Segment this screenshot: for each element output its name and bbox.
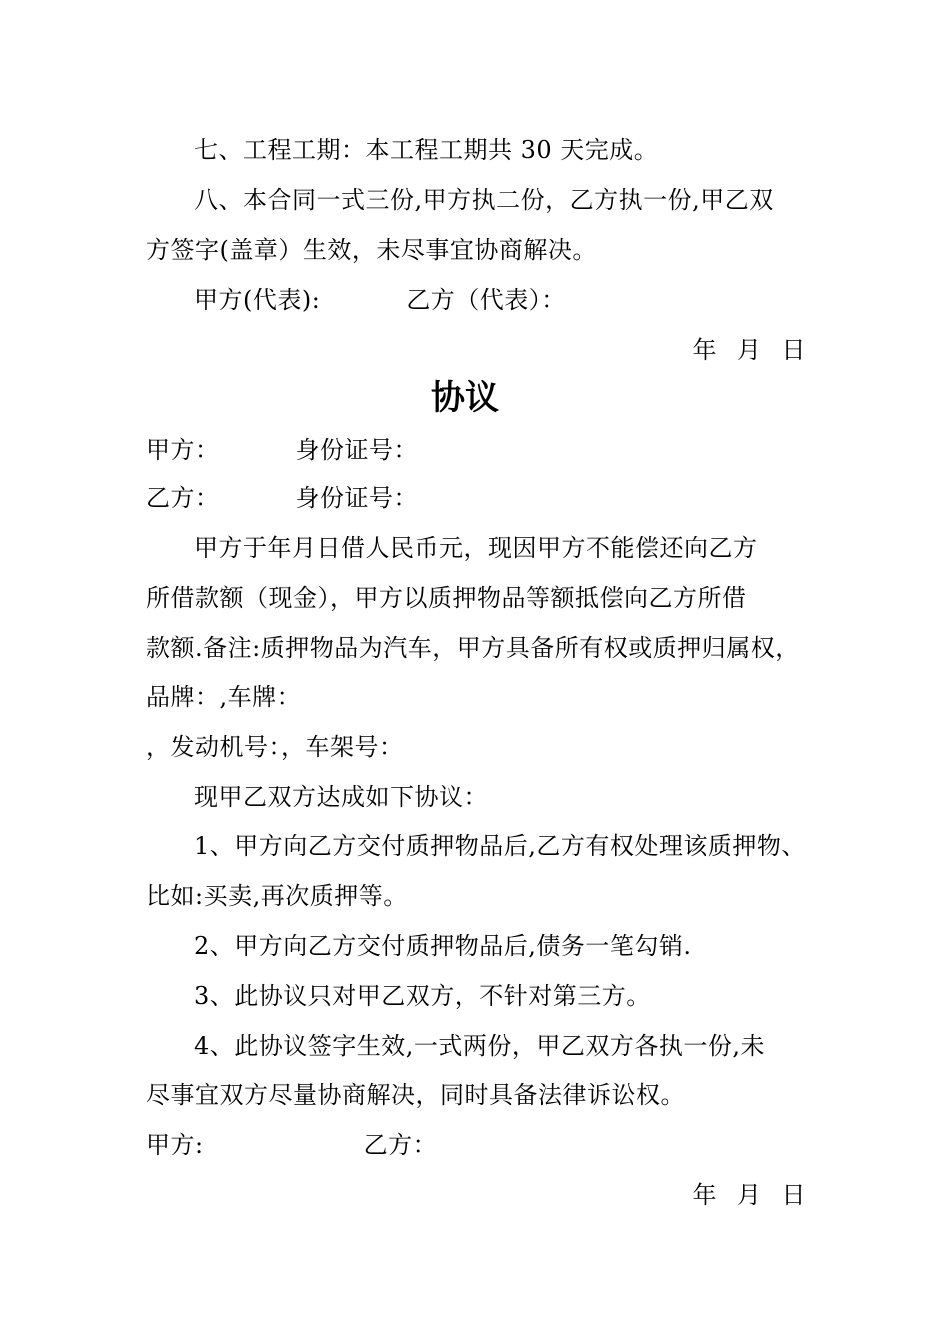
date-line-prev: [146, 333, 806, 367]
body-line-3: 款额.备注:质押物品为汽车，甲方具备所有权或质押归属权，: [146, 634, 800, 662]
item-1-line-2: 比如:买卖,再次质押等。: [146, 882, 408, 910]
party-a-label: 甲方：: [146, 436, 220, 464]
date-day: 日: [781, 336, 806, 364]
date-year: 年: [692, 336, 717, 364]
party-a-id-label: 身份证号：: [295, 436, 418, 464]
clause-7: 七、工程工期：本工程工期共 30 天完成。: [194, 136, 659, 164]
item-4-line-1: 4、此协议签字生效,一式两份，甲乙双方各执一份,未: [194, 1032, 766, 1060]
signature-line: [146, 1128, 826, 1162]
item-4-line-2: 尽事宜双方尽量协商解决，同时具备法律诉讼权。: [146, 1081, 685, 1109]
date-day: 日: [781, 1181, 806, 1209]
date-year: 年: [692, 1181, 717, 1209]
item-1-line-1: 1、甲方向乙方交付质押物品后,乙方有权处理该质押物、: [194, 832, 806, 860]
item-3: 3、此协议只对甲乙双方，不针对第三方。: [194, 982, 651, 1010]
party-b-sign-label: 乙方：: [363, 1131, 438, 1159]
clause-8-line-1: 八、本合同一式三份,甲方执二份，乙方执一份,甲乙双: [194, 186, 774, 214]
date-month: 月: [737, 336, 762, 364]
date-line: [146, 1178, 806, 1212]
party-a-line: [146, 433, 826, 467]
clause-8-line-2: 方签字(盖章）生效，未尽事宜协商解决。: [146, 236, 597, 264]
party-a-sign-label: 甲方:: [146, 1131, 204, 1159]
signature-line-prev: [194, 283, 874, 317]
party-b-representative-label: 乙方（代表）：: [406, 286, 566, 314]
body-line-5: ，发动机号：，车架号：: [146, 733, 404, 761]
agreement-title: 协议: [431, 378, 499, 418]
agreement-intro: 现甲乙双方达成如下协议：: [194, 783, 488, 811]
party-b-line: [146, 481, 826, 515]
body-line-2: 所借款额（现金），甲方以质押物品等额抵偿向乙方所借: [146, 584, 747, 612]
item-2: 2、甲方向乙方交付质押物品后,债务一笔勾销.: [194, 932, 692, 960]
date-month: 月: [737, 1181, 762, 1209]
party-a-representative-label: 甲方(代表):: [194, 286, 321, 314]
body-line-4: 品牌：,车牌：: [146, 683, 302, 711]
party-b-label: 乙方：: [146, 484, 220, 512]
party-b-id-label: 身份证号：: [295, 484, 418, 512]
body-line-1: 甲方于年月日借人民币元，现因甲方不能偿还向乙方: [194, 534, 758, 562]
